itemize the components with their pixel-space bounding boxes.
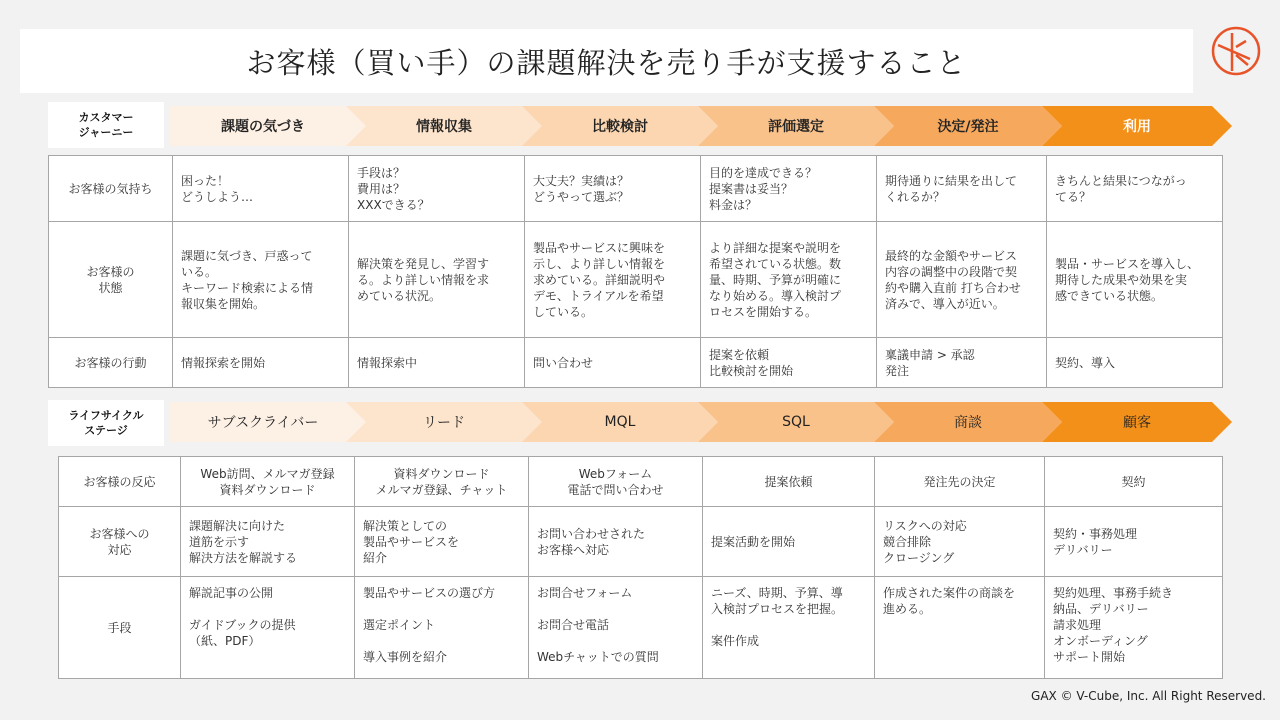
journey-label-line2: ジャーニー bbox=[78, 126, 134, 139]
table-cell bbox=[701, 156, 877, 222]
lifecycle-label-line1: ライフサイクル bbox=[68, 409, 144, 422]
cell-text: 資料ダウンロード メルマガ登録、チャット bbox=[375, 466, 508, 497]
table-cell bbox=[875, 577, 1045, 679]
cell-text: 提案活動を開始 bbox=[711, 534, 796, 549]
table-cell bbox=[1047, 222, 1223, 338]
cell-text: 目的を達成できる？ 提案書は妥当？ 料金は？ bbox=[709, 165, 818, 212]
cell-text: 稟議申請 > 承認 発注 bbox=[885, 347, 975, 378]
row-head-text: お客様の反応 bbox=[83, 474, 156, 489]
table-cell bbox=[349, 222, 525, 338]
row-head-text: 手段 bbox=[107, 620, 132, 635]
table-cell bbox=[355, 577, 529, 679]
journey-stage-decision: 決定/発注 bbox=[937, 119, 999, 135]
table-cell bbox=[701, 338, 877, 388]
row-head bbox=[59, 577, 181, 679]
row-head-text: お客様の気持ち bbox=[68, 181, 153, 196]
journey-row-action bbox=[49, 338, 1223, 388]
cell-text: 解決策としての 製品やサービスを 紹介 bbox=[363, 518, 460, 565]
table-cell bbox=[525, 222, 701, 338]
cell-text: きちんと結果につながっ てる？ bbox=[1055, 173, 1187, 204]
cell-text: 提案を依頼 比較検討を開始 bbox=[709, 347, 794, 378]
lifecycle-stage-arrows bbox=[170, 402, 1232, 442]
journey-label-line1: カスタマー bbox=[78, 111, 134, 124]
row-head bbox=[59, 507, 181, 577]
copyright-footer: GAX © V-Cube, Inc. All Right Reserved. bbox=[1031, 689, 1266, 703]
row-head-text: お客様の行動 bbox=[74, 355, 147, 370]
lifecycle-stage-mql: MQL bbox=[604, 414, 636, 430]
lifecycle-stage-lead: リード bbox=[423, 415, 465, 431]
cell-text: より詳細な提案や説明を 希望されている状態。数 量、時期、予算が明確に なり始める。導入検討プ ロセスを開始する。 bbox=[709, 240, 842, 319]
cell-text: 発注先の決定 bbox=[923, 474, 996, 489]
lifecycle-stage-customer: 顧客 bbox=[1123, 415, 1151, 431]
journey-stage-usage: 利用 bbox=[1123, 119, 1151, 135]
cell-text: 契約・事務処理 デリバリー bbox=[1053, 526, 1138, 557]
table-cell bbox=[173, 338, 349, 388]
lifecycle-row-reaction bbox=[59, 457, 1223, 507]
lifecycle-row-response bbox=[59, 507, 1223, 577]
journey-stage-awareness: 課題の気づき bbox=[221, 119, 305, 135]
table-cell bbox=[877, 222, 1047, 338]
table-cell bbox=[529, 507, 703, 577]
journey-table bbox=[48, 155, 1223, 388]
journey-row-feelings bbox=[49, 156, 1223, 222]
lifecycle-stage-sql: SQL bbox=[782, 414, 810, 430]
table-cell bbox=[1045, 507, 1223, 577]
cell-text: ニーズ、時期、予算、導 入検討プロセスを把握。 案件作成 bbox=[711, 586, 844, 648]
row-head bbox=[49, 222, 173, 338]
table-cell bbox=[529, 577, 703, 679]
cell-text: Webフォーム 電話で問い合わせ bbox=[567, 466, 664, 497]
table-cell bbox=[877, 156, 1047, 222]
cell-text: リスクへの対応 競合排除 クロージング bbox=[883, 518, 967, 565]
table-cell bbox=[875, 457, 1045, 507]
row-head-text: お客様への 対応 bbox=[89, 526, 150, 557]
journey-stage-arrows bbox=[170, 106, 1232, 146]
cell-text: 製品やサービスに興味を 示し、より詳しい情報を 求めている。詳細説明や デモ、トライアルを希望 している。 bbox=[533, 240, 666, 319]
cell-text: Web訪問、メルマガ登録 資料ダウンロード bbox=[200, 466, 335, 497]
row-head bbox=[59, 457, 181, 507]
cell-text: 製品やサービスの選び方 選定ポイント 導入事例を紹介 bbox=[363, 586, 496, 664]
table-cell bbox=[875, 507, 1045, 577]
table-cell bbox=[525, 338, 701, 388]
table-cell bbox=[1045, 577, 1223, 679]
row-head bbox=[49, 338, 173, 388]
journey-stage-comparison: 比較検討 bbox=[592, 119, 648, 135]
table-cell bbox=[181, 457, 355, 507]
cell-text: 提案依頼 bbox=[764, 474, 813, 489]
table-cell bbox=[703, 577, 875, 679]
table-cell bbox=[529, 457, 703, 507]
journey-stage-evaluation: 評価選定 bbox=[768, 119, 824, 135]
cell-text: 問い合わせ bbox=[533, 355, 594, 370]
table-cell bbox=[877, 338, 1047, 388]
page-title bbox=[20, 29, 1193, 93]
table-cell bbox=[703, 457, 875, 507]
cell-text: 情報探索中 bbox=[357, 355, 418, 370]
table-cell bbox=[1047, 338, 1223, 388]
cell-text: 最終的な金額やサービス 内容の調整中の段階で契 約や購入直前 打ち合わせ 済みで、導入が近い。 bbox=[885, 248, 1021, 311]
table-cell bbox=[349, 338, 525, 388]
lifecycle-stage-subscriber: サブスクライバー bbox=[207, 415, 319, 431]
table-cell bbox=[1045, 457, 1223, 507]
cell-text: 手段は？ 費用は？ XXXできる？ bbox=[357, 165, 430, 212]
cell-text: 解決策を発見し、学習す る。より詳しい情報を求 めている状況。 bbox=[357, 256, 490, 303]
row-head bbox=[49, 156, 173, 222]
cell-text: 作成された案件の商談を 進める。 bbox=[883, 586, 1016, 616]
journey-section-label bbox=[48, 102, 164, 148]
cell-text: 課題に気づき、戸惑って いる。 キーワード検索による情 報収集を開始。 bbox=[181, 248, 314, 311]
table-cell bbox=[1047, 156, 1223, 222]
cell-text: 契約処理、事務手続き 納品、デリバリー 請求処理 オンボーディング サポート開始 bbox=[1053, 586, 1174, 664]
cell-text: 製品・サービスを導入し、 期待した成果や効果を実 感できている状態。 bbox=[1055, 256, 1200, 303]
cell-text: 契約 bbox=[1121, 474, 1146, 489]
cell-text: お問合せフォーム お問合せ電話 Webチャットでの質問 bbox=[537, 586, 659, 664]
brand-logo-icon bbox=[1210, 25, 1262, 77]
cell-text: 期待通りに結果を出して くれるか？ bbox=[885, 173, 1018, 204]
table-cell bbox=[173, 156, 349, 222]
table-cell bbox=[703, 507, 875, 577]
lifecycle-table bbox=[58, 456, 1223, 679]
table-cell bbox=[181, 577, 355, 679]
lifecycle-stage-opportunity: 商談 bbox=[954, 415, 982, 431]
cell-text: 情報探索を開始 bbox=[181, 355, 266, 370]
cell-text: 解説記事の公開 ガイドブックの提供 （紙、PDF） bbox=[189, 586, 296, 648]
table-cell bbox=[701, 222, 877, 338]
cell-text: 困った！ どうしよう… bbox=[181, 173, 254, 204]
table-cell bbox=[355, 507, 529, 577]
lifecycle-row-means bbox=[59, 577, 1223, 679]
cell-text: 契約、導入 bbox=[1055, 355, 1116, 370]
journey-stage-information: 情報収集 bbox=[416, 119, 472, 135]
cell-text: 課題解決に向けた 道筋を示す 解決方法を解説する bbox=[189, 518, 298, 565]
table-cell bbox=[355, 457, 529, 507]
cell-text: お問い合わせされた お客様へ対応 bbox=[537, 526, 646, 557]
table-cell bbox=[181, 507, 355, 577]
lifecycle-section-label bbox=[48, 400, 164, 446]
journey-row-state bbox=[49, 222, 1223, 338]
cell-text: 大丈夫？実績は？ どうやって選ぶ？ bbox=[533, 173, 630, 204]
table-cell bbox=[349, 156, 525, 222]
lifecycle-label-line2: ステージ bbox=[84, 424, 128, 437]
table-cell bbox=[525, 156, 701, 222]
table-cell bbox=[173, 222, 349, 338]
page-title-text: お客様（買い手）の課題解決を売り手が支援すること bbox=[246, 45, 967, 80]
row-head-text: お客様の 状態 bbox=[86, 264, 135, 295]
